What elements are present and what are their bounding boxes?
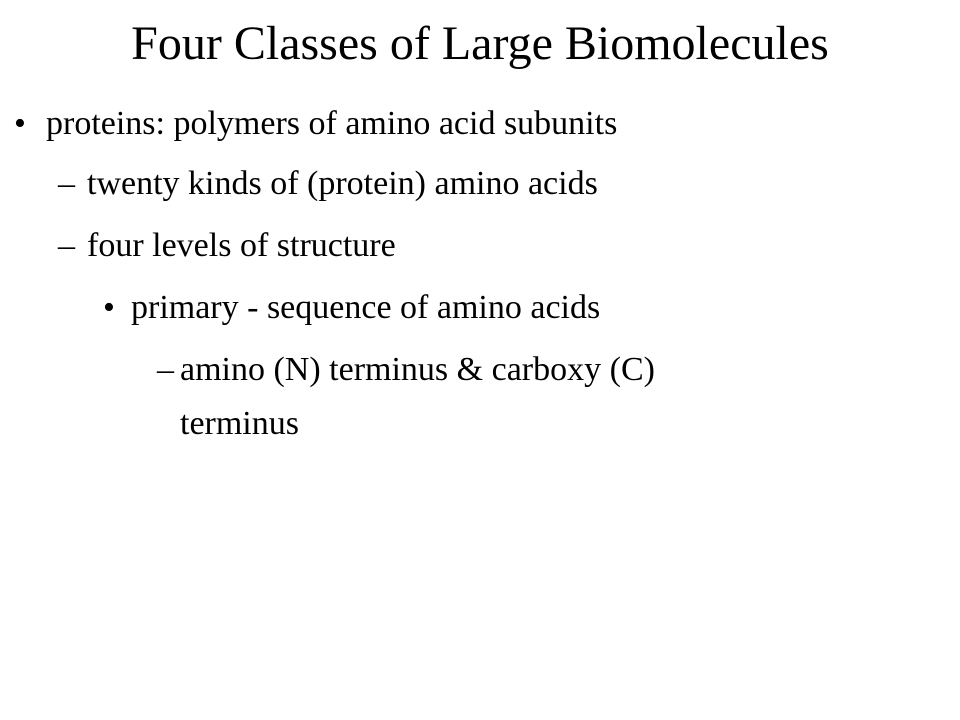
dash-marker: – (58, 165, 75, 202)
bullet-level-3 (0, 288, 960, 328)
slide-title: Four Classes of Large Biomolecules (131, 17, 829, 70)
bullet-text: twenty kinds of (protein) amino acids (87, 165, 598, 202)
dash-marker: – (157, 351, 174, 388)
bullet-level-4-continuation (0, 404, 960, 444)
bullet-level-2 (0, 226, 960, 266)
bullet-text: primary - sequence of amino acids (131, 289, 601, 326)
bullet-text: amino (N) terminus & carboxy (C) (180, 351, 655, 388)
dash-marker: – (58, 227, 75, 264)
bullet-marker: • (103, 289, 115, 326)
bullet-text-continuation: terminus (180, 405, 299, 442)
bullet-level-2 (0, 164, 960, 204)
bullet-level-1 (0, 104, 960, 144)
bullet-text: four levels of structure (87, 227, 396, 264)
bullet-marker: • (14, 105, 26, 142)
bullet-text: proteins: polymers of amino acid subunits (46, 105, 618, 142)
